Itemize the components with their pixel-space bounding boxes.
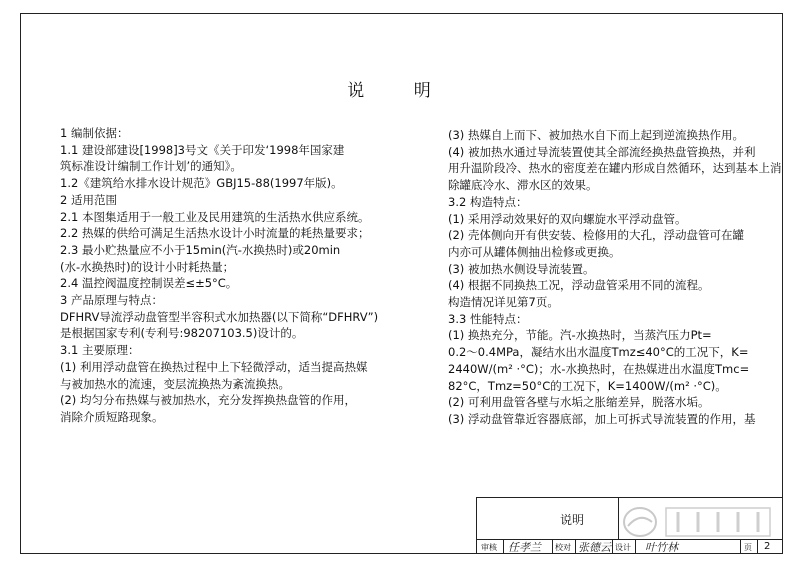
text-line: 2.1 本图集适用于一般工业及民用建筑的生活热水供应系统。 <box>60 209 370 224</box>
text-line: 3.3 性能特点： <box>448 311 528 326</box>
page-label: 页 <box>744 543 752 552</box>
text-line: 2440W/(m² ·°C)；水-水换热时，在热媒进出水温度Tmc= <box>448 361 750 376</box>
title-block-divider <box>503 539 504 554</box>
text-line: 2.2 热媒的供给可满足生活热水设计小时流量的耗热量要求； <box>60 226 370 241</box>
text-line: 2.4 温控阀温度控制误差≤±5°C。 <box>60 276 238 291</box>
text-line: DFHRV导流浮动盘管型半容积式水加热器(以下简称“DFHRV”) <box>60 309 379 324</box>
text-line: (3) 被加热水侧设导流装置。 <box>448 261 595 276</box>
text-line: 82°C，Tmz=50°C的工况下，K=1400W/(m² ·°C)。 <box>448 378 727 393</box>
text-line: (水-水换热时)的设计小时耗热量； <box>60 259 235 274</box>
text-line: (3) 浮动盘管靠近容器底部，加上可拆式导流装置的作用，基 <box>448 411 756 426</box>
text-line: 3.2 构造特点： <box>448 194 528 209</box>
text-line: 2.3 最小贮热量应不小于15min(汽-水换热时)或20min <box>60 242 341 257</box>
text-line: (1) 换热充分，节能。汽-水换热时，当蒸汽压力Pt= <box>448 328 712 343</box>
left-column <box>60 125 430 426</box>
text-line: 用升温阶段冷、热水的密度差在罐内形成自然循环，达到基本上消 <box>448 161 782 176</box>
text-line: 2 适用范围 <box>60 192 117 207</box>
page-number: 2 <box>764 541 771 552</box>
check-label: 校对 <box>555 543 571 552</box>
text-line: 1.1 建设部建设[1998]3号文《关于印发‘1998年国家建 <box>60 142 345 157</box>
text-line: (4) 根据不同换热工况，浮动盘管采用不同的流程。 <box>448 278 710 293</box>
text-line: (2) 均匀分布热媒与被加热水，充分发挥换热盘管的作用， <box>60 393 356 408</box>
text-line: 与被加热水的流速，变层流换热为紊流换热。 <box>60 376 290 391</box>
page-title: 说 明 <box>347 81 453 101</box>
text-line: (2) 壳体侧向开有供安装、检修用的大孔，浮动盘管可在罐 <box>448 228 744 243</box>
watermark-logo <box>618 498 778 544</box>
text-line: 内亦可从罐体侧抽出检修或更换。 <box>448 244 621 259</box>
text-line: (3) 热媒自上而下、被加热水自下而上起到逆流换热作用。 <box>448 128 744 142</box>
design-signature: 叶竹林 <box>645 541 678 554</box>
text-line: 0.2～0.4MPa，凝结水出水温度Tmz≤40°C的工况下，K= <box>448 345 749 360</box>
sheet-title: 说明 <box>560 513 585 527</box>
text-line: (4) 被加热水通过导流装置使其全部流经换热盘管换热，并利 <box>448 144 756 159</box>
text-line: 除罐底冷水、滞水区的效果。 <box>448 178 598 193</box>
text-line: 1 编制依据： <box>60 126 129 140</box>
text-line: 1.2《建筑给水排水设计规范》GBJ15-88(1997年版)。 <box>60 176 343 191</box>
text-line: 3 产品原理与特点： <box>60 293 163 308</box>
text-line: 消除介质短路现象。 <box>60 409 164 424</box>
design-label: 设计 <box>615 543 631 552</box>
right-column <box>448 127 782 428</box>
review-signature: 任孝兰 <box>508 541 541 554</box>
text-line: 3.1 主要原理： <box>60 343 140 358</box>
text-line: 是根据国家专利(专利号:98207103.5)设计的。 <box>60 326 304 341</box>
text-line: (2) 可利用盘管各壁与水垢之胀缩差异，脱落水垢。 <box>448 395 710 410</box>
title-block-divider <box>612 539 613 554</box>
text-line: (1) 利用浮动盘管在换热过程中上下轻微浮动，适当提高热媒 <box>60 359 368 374</box>
review-label: 审核 <box>481 543 497 552</box>
text-line: 筑标准设计编制工作计划’的通知》。 <box>60 159 242 174</box>
check-signature: 张德云 <box>578 541 611 554</box>
text-line: (1) 采用浮动效果好的双向螺旋水平浮动盘管。 <box>448 211 687 226</box>
text-line: 构造情况详见第7页。 <box>448 295 559 310</box>
title-block-divider <box>575 539 576 554</box>
title-block-divider <box>552 539 553 554</box>
